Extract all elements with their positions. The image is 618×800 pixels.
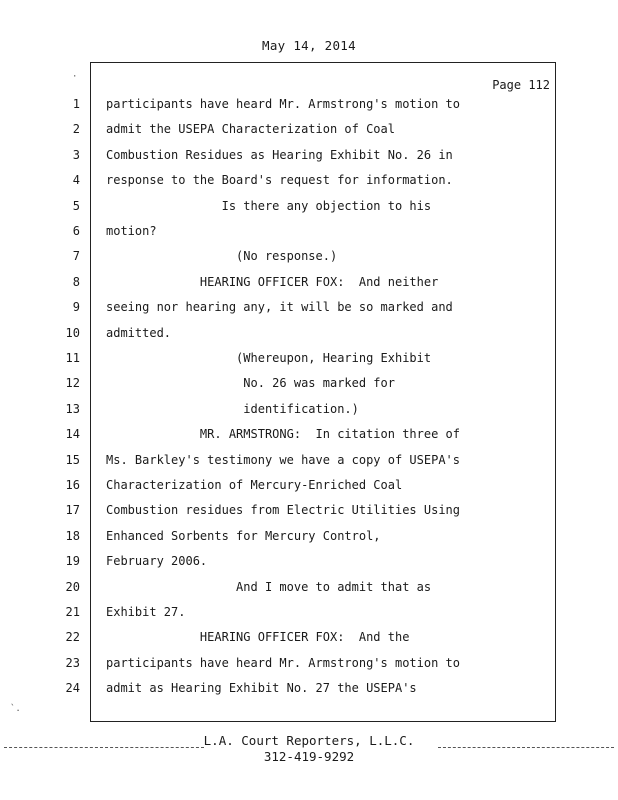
line-number: 9 [72,300,80,315]
transcript-line [0,424,618,444]
line-text: Ms. Barkley's testimony we have a copy of USEPA's [106,452,461,467]
line-number: 8 [72,274,80,289]
line-number: 14 [65,427,80,442]
line-number: 4 [72,173,80,188]
transcript-line [0,526,618,546]
line-number: 1 [72,97,80,111]
line-text: (No response.) [106,249,338,264]
footer-company: L.A. Court Reporters, L.L.C. [203,733,415,748]
transcript-line [0,399,618,419]
line-text: admit the USEPA Characterization of Coal [106,122,395,137]
line-text: February 2006. [106,554,208,569]
line-number: 16 [65,478,80,492]
line-number: 19 [65,554,80,569]
line-text: motion? [106,224,157,238]
transcript-line [0,678,618,698]
line-text: response to the Board's request for information. [106,173,453,188]
scan-speck: · [72,72,78,82]
transcript-line [0,475,618,495]
line-text: Characterization of Mercury-Enriched Coal [106,478,403,492]
line-number: 3 [72,147,80,162]
transcript-line [0,577,618,597]
line-number: 15 [65,452,80,467]
line-number: 24 [65,681,80,696]
line-text: No. 26 was marked for [106,376,395,391]
transcript-line [0,602,618,622]
line-number: 7 [72,249,80,264]
line-text: Combustion Residues as Hearing Exhibit No. 26 in [106,147,453,162]
line-number: 10 [65,325,80,340]
transcript-line [0,627,618,647]
transcript-line [0,297,618,317]
line-text: MR. ARMSTRONG: In citation three of [106,427,461,442]
line-number: 22 [65,630,80,645]
transcript-line [0,323,618,343]
line-text: seeing nor hearing any, it will be so marked and [106,300,453,315]
transcript-line [0,551,618,571]
transcript-line [0,272,618,292]
line-text: participants have heard Mr. Armstrong's motion to [106,97,461,111]
transcript-line [0,246,618,266]
line-text: Is there any objection to his [106,198,432,213]
line-text: (Whereupon, Hearing Exhibit [106,351,432,365]
line-number: 18 [65,528,80,543]
line-text: admitted. [106,325,172,340]
line-text: HEARING OFFICER FOX: And neither [106,274,439,289]
line-text: Enhanced Sorbents for Mercury Control, [106,528,381,543]
line-text: And I move to admit that as [106,579,432,594]
line-number: 21 [65,605,80,619]
line-number: 11 [65,351,80,365]
line-text: HEARING OFFICER FOX: And the [106,630,410,645]
line-number: 2 [72,122,80,137]
line-text: identification.) [106,401,359,416]
line-text: Exhibit 27. [106,605,186,619]
transcript-line [0,119,618,139]
transcript-line [0,145,618,165]
transcript-line [0,196,618,216]
transcript-line [0,373,618,393]
transcript-line [0,500,618,520]
line-number: 17 [65,503,80,518]
transcript-line [0,94,618,114]
line-number: 13 [65,401,80,416]
line-text: participants have heard Mr. Armstrong's motion to [106,655,461,670]
line-number: 20 [65,579,80,594]
line-number: 23 [65,655,80,670]
line-text: admit as Hearing Exhibit No. 27 the USEPA's [106,681,417,696]
line-number: 6 [72,224,80,238]
footer-phone: 312-419-9292 [263,749,355,764]
line-number: 12 [65,376,80,391]
transcript-line [0,221,618,241]
transcript-line [0,170,618,190]
scan-speck: `. [10,704,21,714]
transcript-line [0,450,618,470]
transcript-line [0,653,618,673]
transcript-line [0,348,618,368]
transcript-date: May 14, 2014 [262,38,356,53]
line-number: 5 [72,198,80,213]
line-text: Combustion residues from Electric Utilities Using [106,503,461,518]
page-number: Page 112 [492,78,550,92]
